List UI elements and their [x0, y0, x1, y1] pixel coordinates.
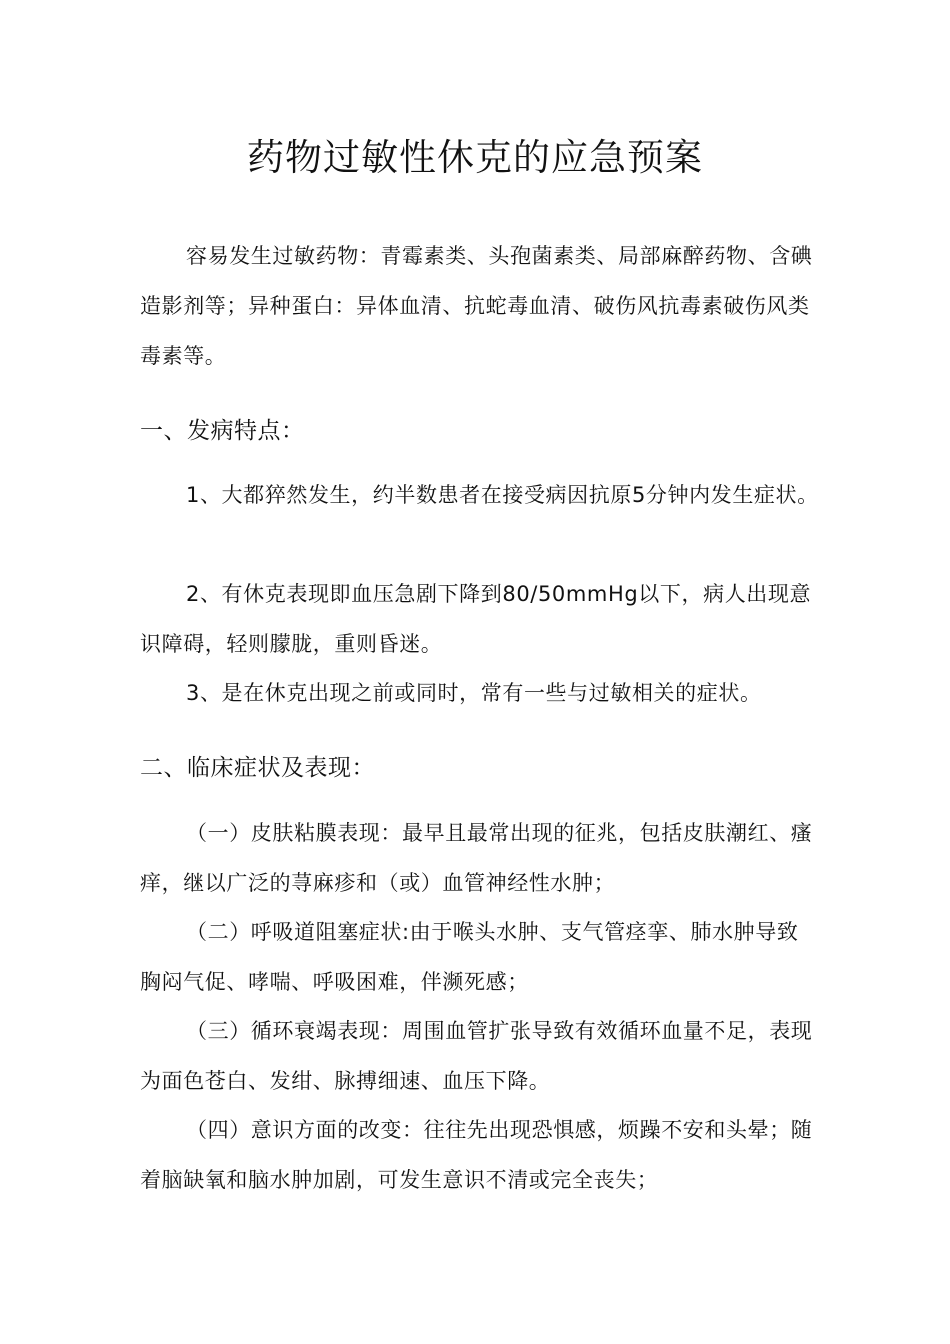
document-title: 药物过敏性休克的应急预案 [247, 136, 703, 179]
section-1-item-1: 1、大都猝然发生，约半数患者在接受病因抗原5分钟内发生症状。 [186, 483, 819, 507]
section-2-item-4: （四）意识方面的改变：往往先出现恐惧感，烦躁不安和头晕；随着脑缺氧和脑水肿加剧，可发生意识不清或完全丧失； [140, 1118, 813, 1192]
section-1-heading: 一、发病特点： [140, 418, 305, 444]
section-2-item-3: （三）循环衰竭表现：周围血管扩张导致有效循环血量不足，表现为面色苍白、发绀、脉搏细速、血压下降。 [140, 1019, 813, 1093]
section-1-item-3: 3、是在休克出现之前或同时，常有一些与过敏相关的症状。 [186, 681, 762, 705]
section-2-heading: 二、临床症状及表现： [140, 755, 375, 781]
section-2-item-2: （二）呼吸道阻塞症状:由于喉头水肿、支气管痉挛、肺水肿导致胸闷气促、哮喘、呼吸困难，伴濒死感； [140, 920, 799, 994]
intro-paragraph: 容易发生过敏药物：青霉素类、头孢菌素类、局部麻醉药物、含碘造影剂等；异种蛋白：异体血清、抗蛇毒血清、破伤风抗毒素破伤风类毒素等。 [140, 244, 813, 368]
section-1-item-2: 2、有休克表现即血压急剧下降到80/50mmHg以下，病人出现意识障碍，轻则朦胧，重则昏迷。 [140, 582, 812, 656]
section-2-item-1: （一）皮肤粘膜表现：最早且最常出现的征兆，包括皮肤潮红、瘙痒，继以广泛的荨麻疹和（或）血管神经性水肿； [140, 821, 813, 895]
